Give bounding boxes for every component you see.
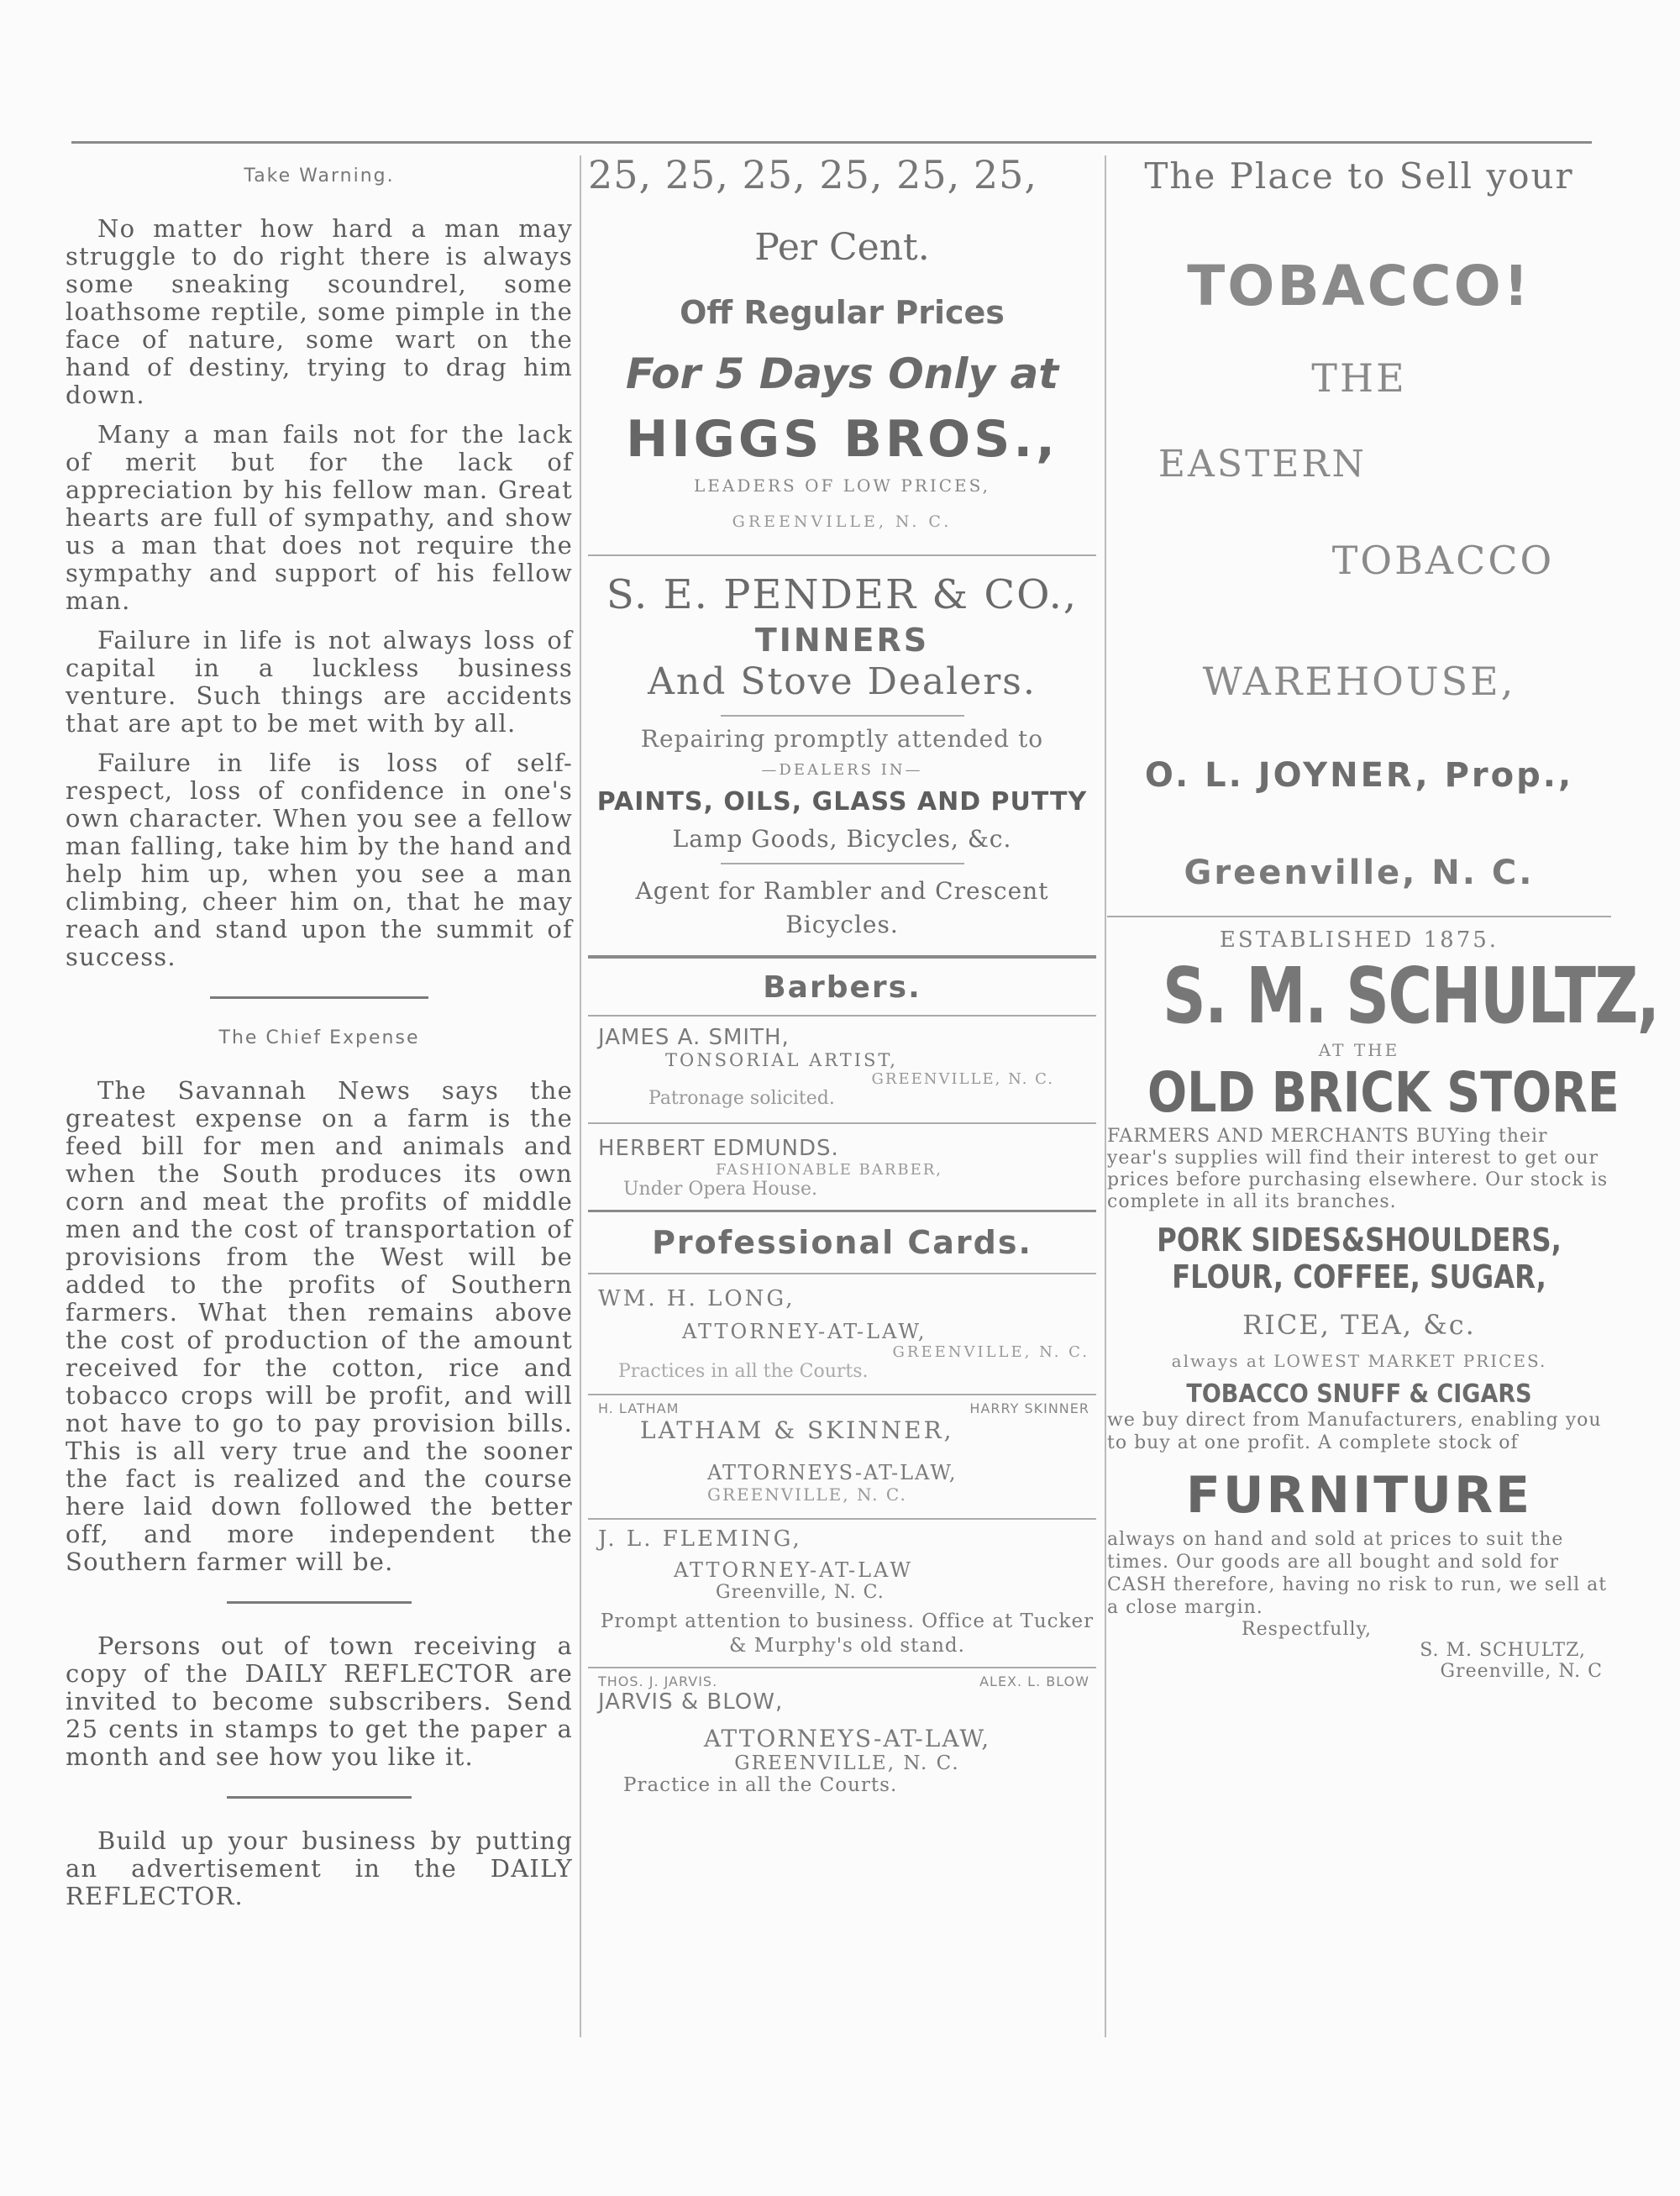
long-title: ATTORNEY-AT-LAW,	[682, 1320, 927, 1343]
stove-dealers: And Stove Dealers.	[648, 660, 1037, 703]
take-warning-paragraph-3: Failure in life is not always loss of capital in a luckless business venture. Such things are accidents that are apt to be met with by all.	[66, 626, 573, 738]
jarvis-name: JARVIS & BLOW,	[598, 1689, 784, 1715]
five-days-only: For 5 Days Only at	[625, 349, 1059, 398]
barbers-heading: Barbers.	[763, 970, 921, 1005]
column-ads	[588, 152, 1096, 1796]
place-to-sell: The Place to Sell your	[1144, 155, 1574, 197]
schultz-ad	[1107, 927, 1659, 1682]
tobacco-heading: TOBACCO!	[1187, 254, 1531, 318]
agent-rambler: Agent for Rambler and Crescent Bicycles.	[635, 877, 1049, 938]
farmers-merchants: FARMERS AND MERCHANTS BUYing their year's supplies will find their interest to get our prices before purchasing elsewhere. Our stock is complete in all its branches.	[1107, 1126, 1609, 1212]
established: ESTABLISHED 1875.	[1219, 927, 1499, 953]
professional-cards-heading: Professional Cards.	[652, 1224, 1032, 1261]
joyner-prop: O. L. JOYNER, Prop.,	[1144, 756, 1574, 795]
ad-divider	[588, 1210, 1096, 1212]
smith-city: GREENVILLE, N. C.	[871, 1070, 1054, 1088]
top-rule	[71, 141, 1592, 144]
ad-divider	[588, 1518, 1096, 1520]
pork-sides: PORK SIDES&SHOULDERS,	[1157, 1221, 1562, 1258]
higgs-ad	[588, 152, 1096, 531]
fleming-name: J. L. FLEMING,	[598, 1526, 802, 1552]
smith-title: TONSORIAL ARTIST,	[665, 1050, 898, 1070]
take-warning-title: Take Warning.	[244, 165, 395, 187]
jarvis-partners-row	[598, 1673, 1096, 1689]
eastern-tobacco-ad	[1107, 155, 1611, 892]
pender-name: S. E. PENDER & CO.,	[606, 571, 1079, 618]
old-brick-store: OLD BRICK STORE	[1147, 1060, 1620, 1125]
leaders-of-low-prices: LEADERS OF LOW PRICES,	[694, 475, 990, 496]
jarvis-title: ATTORNEYS-AT-LAW,	[703, 1725, 991, 1752]
separator	[210, 996, 428, 999]
ad-divider	[588, 1394, 1096, 1395]
signature: S. M. SCHULTZ,	[1420, 1640, 1586, 1661]
jarvis-city: GREENVILLE, N. C.	[734, 1752, 960, 1774]
separator	[227, 1601, 412, 1604]
percent-line: 25, 25, 25, 25, 25, 25,	[588, 152, 1038, 197]
paints-oils: PAINTS, OILS, GLASS AND PUTTY	[596, 787, 1088, 817]
latham-name: LATHAM & SKINNER,	[640, 1416, 954, 1444]
buy-direct: we buy direct from Manufacturers, enabling you to buy at one profit. A complete stock of	[1107, 1410, 1602, 1453]
warehouse: WAREHOUSE,	[1202, 659, 1516, 704]
james-smith-card	[588, 1025, 1096, 1109]
subscribe-paragraph: Persons out of town receiving a copy of the DAILY REFLECTOR are invited to become subscribers. Send 25 cents in stamps to get the paper a month and see how you like it.	[66, 1631, 573, 1771]
at-the: AT THE	[1318, 1040, 1400, 1060]
latham-title: ATTORNEYS-AT-LAW,	[707, 1461, 958, 1484]
edmunds-note: Under Opera House.	[623, 1179, 817, 1200]
wm-long-card	[588, 1286, 1096, 1382]
latham-partners-row	[598, 1400, 1096, 1416]
higgs-city: GREENVILLE, N. C.	[732, 512, 953, 531]
the: THE	[1311, 355, 1407, 401]
column-news	[66, 155, 573, 1922]
column-ads-right	[1107, 155, 1659, 1682]
smith-name: JAMES A. SMITH,	[598, 1025, 790, 1050]
take-warning-paragraph-1: No matter how hard a man may struggle to do right there is always some sneaking scoundrel, some loathsome reptile, some pimple in the face of nature, some wart on the hand of destiny, trying to drag him down.	[66, 214, 573, 409]
take-warning-paragraph-2: Many a man fails not for the lack of merit but for the lack of appreciation by his fellow man. Great hearts are full of sympathy, and show us a man that does not require the sympathy and support of his fellow man.	[66, 420, 573, 615]
ad-divider	[588, 1015, 1096, 1017]
flour-coffee: FLOUR, COFFEE, SUGAR,	[1172, 1258, 1546, 1295]
ad-divider	[588, 1667, 1096, 1668]
column-divider-left	[580, 155, 581, 2037]
jarvis-right: ALEX. L. BLOW	[979, 1673, 1089, 1689]
ad-divider	[1107, 916, 1611, 917]
fleming-city: Greenville, N. C.	[716, 1582, 885, 1603]
ad-divider	[588, 1122, 1096, 1124]
latham-skinner-card	[588, 1400, 1096, 1505]
chief-expense-paragraph: The Savannah News says the greatest expense on a farm is the feed bill for men and animals and when the South produces its own corn and meat the profits of middle men and the cost of transportation of provisions from the West will be added to the profits of Southern farmers. What then remains above the cost of production of the amount received for the cotton, rice and tobacco crops will be profit, and will not have to go to pay provision bills. This is all very true and the sooner the fact is realized and the course here laid down followed the better off, and more independent the Southern farmer will be.	[66, 1076, 573, 1576]
tobacco-word: TOBACCO	[1331, 538, 1555, 583]
separator	[227, 1796, 412, 1799]
off-regular-prices: Off Regular Prices	[680, 294, 1005, 331]
long-name: WM. H. LONG,	[598, 1286, 795, 1311]
long-note: Practices in all the Courts.	[618, 1361, 869, 1382]
ad-divider	[588, 955, 1096, 959]
rule	[721, 863, 964, 864]
tobacco-snuff: TOBACCO SNUFF & CIGARS	[1186, 1379, 1532, 1409]
column-divider-right	[1105, 155, 1106, 2037]
herbert-edmunds-card	[588, 1136, 1096, 1200]
schultz-name: S. M. SCHULTZ,	[1163, 951, 1659, 1041]
edmunds-title: FASHIONABLE BARBER,	[716, 1161, 943, 1179]
build-paragraph: Build up your business by putting an advertisement in the DAILY REFLECTOR.	[66, 1826, 573, 1910]
edmunds-name: HERBERT EDMUNDS.	[598, 1136, 839, 1161]
tinners: TINNERS	[754, 622, 930, 659]
smith-note: Patronage solicited.	[648, 1088, 835, 1109]
jarvis-left: THOS. J. JARVIS.	[598, 1673, 718, 1689]
furniture: FURNITURE	[1185, 1466, 1533, 1525]
take-warning-paragraph-4: Failure in life is loss of self-respect, loss of confidence in one's own character. When you see a fellow man falling, take him by the hand and help him up, when you see a man climbing, cheer him on, that he may reach and stand upon the summit of success.	[66, 749, 574, 971]
eastern: EASTERN	[1158, 443, 1368, 486]
lowest-prices: always at LOWEST MARKET PRICES.	[1171, 1351, 1547, 1371]
ad-divider	[588, 1273, 1096, 1274]
jarvis-note: Practice in all the Courts.	[623, 1774, 898, 1796]
fleming-card	[588, 1526, 1096, 1658]
latham-left: H. LATHAM	[598, 1400, 680, 1416]
tobacco-city: Greenville, N. C.	[1184, 854, 1535, 892]
chief-expense-title: The Chief Expense	[218, 1027, 420, 1048]
jarvis-blow-card	[588, 1673, 1096, 1796]
higgs-bros-name: HIGGS BROS.,	[626, 410, 1058, 469]
ad-divider	[588, 554, 1096, 556]
pender-ad	[588, 571, 1096, 942]
repairing: Repairing promptly attended to	[640, 725, 1044, 753]
lamp-goods: Lamp Goods, Bicycles, &c.	[672, 825, 1012, 853]
latham-right: HARRY SKINNER	[969, 1400, 1089, 1416]
long-city: GREENVILLE, N. C.	[892, 1343, 1089, 1361]
fleming-title: ATTORNEY-AT-LAW	[674, 1558, 914, 1582]
signature-city: Greenville, N. C	[1440, 1661, 1603, 1682]
latham-city: GREENVILLE, N. C.	[707, 1484, 907, 1505]
rule	[721, 715, 964, 717]
per-cent: Per Cent.	[754, 226, 930, 269]
rice-tea: RICE, TEA, &c.	[1242, 1309, 1476, 1341]
respectfully: Respectfully,	[1242, 1619, 1373, 1640]
dealers-in: —DEALERS IN—	[761, 761, 923, 779]
fleming-note: Prompt attention to business. Office at Tucker & Murphy's old stand.	[600, 1610, 1095, 1657]
always-on-hand: always on hand and sold at prices to suit the times. Our goods are all bought and sold for CASH therefore, having no risk to run, we sell at a close margin.	[1107, 1529, 1608, 1618]
